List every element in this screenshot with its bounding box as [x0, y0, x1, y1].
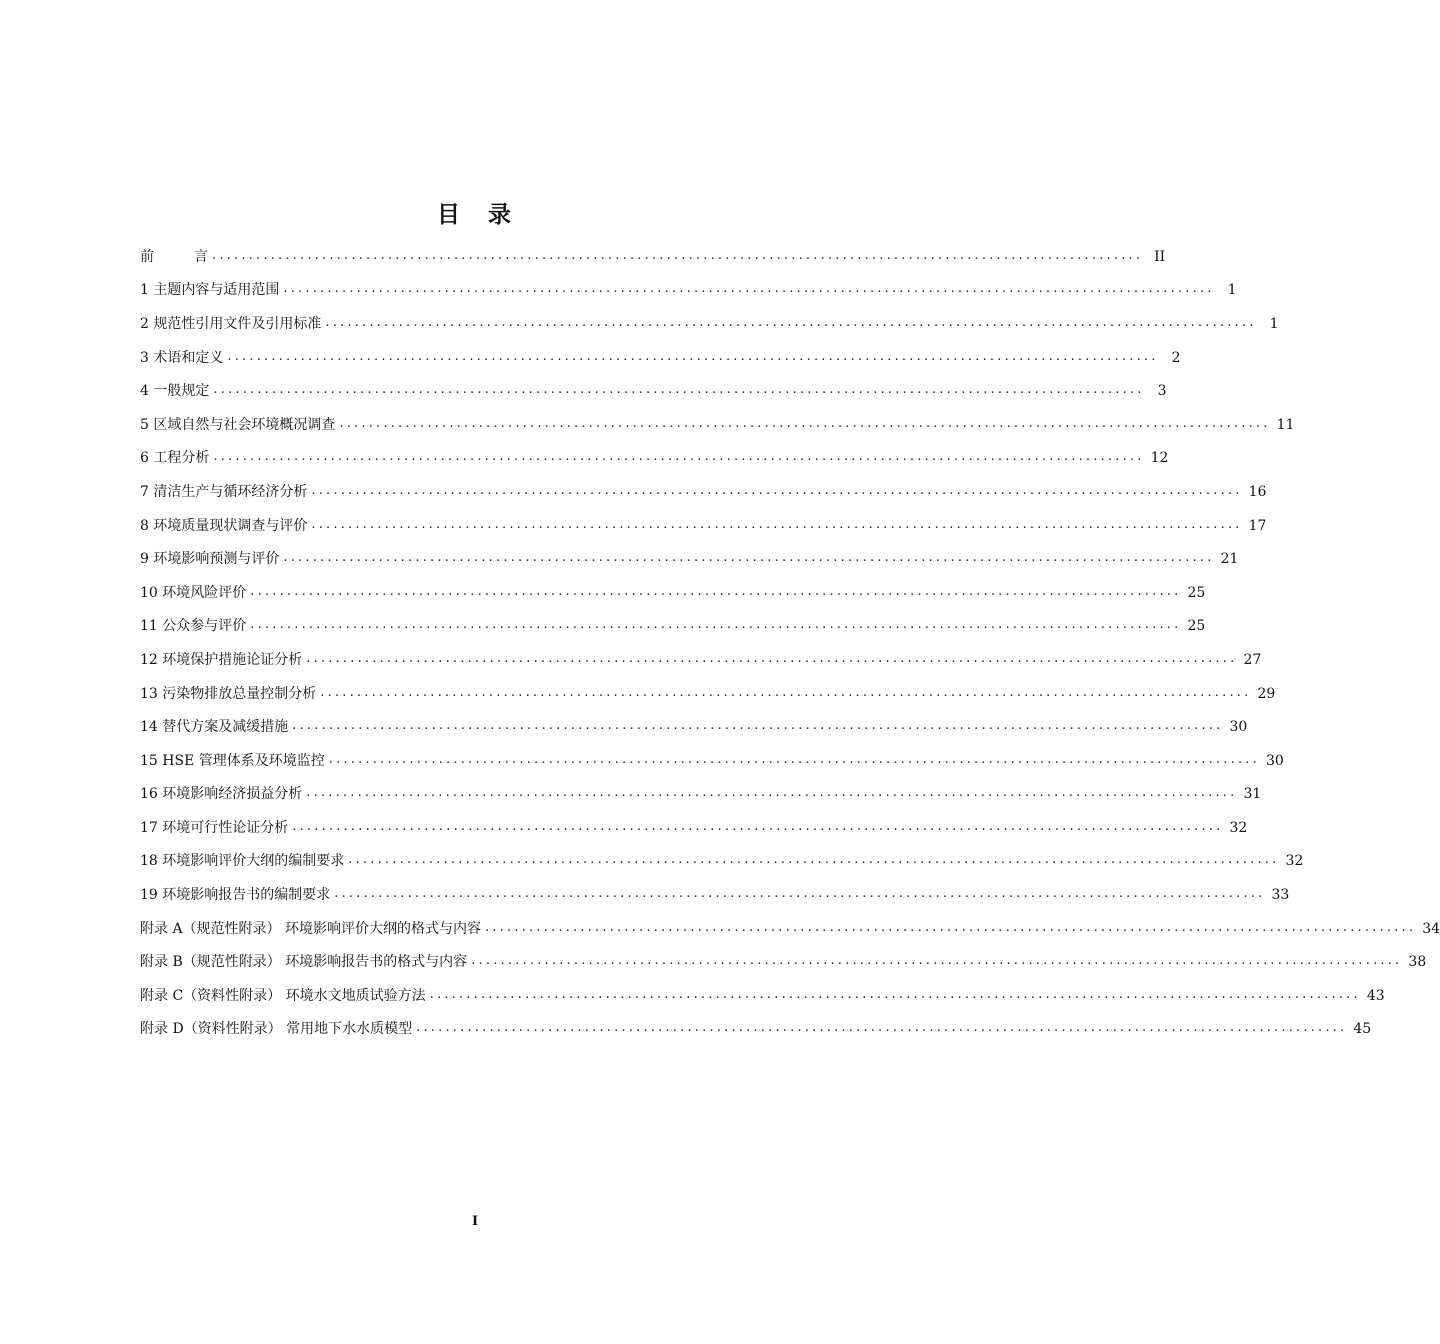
toc-entry-label: 附录 B（规范性附录） 环境影响报告书的格式与内容: [140, 954, 468, 971]
toc-title-part2: 录: [488, 202, 513, 228]
toc-entry-page: 17: [1248, 517, 1267, 534]
toc-entry-page: II: [1154, 248, 1166, 265]
toc-entry-page: 21: [1220, 551, 1239, 568]
toc-dot-leader: ...............................................................................................................................: [292, 718, 1224, 734]
toc-dot-leader: ...............................................................................................................................: [416, 1020, 1348, 1036]
toc-entry-appendix[interactable]: [140, 1013, 1372, 1047]
toc-dot-leader: ...............................................................................................................................: [213, 382, 1145, 398]
toc-entry[interactable]: [140, 878, 1290, 912]
toc-entry-label: 16 环境影响经济损益分析: [140, 786, 303, 803]
toc-dot-leader: ...............................................................................................................................: [471, 953, 1403, 969]
toc-entry-label: 19 环境影响报告书的编制要求: [140, 887, 331, 904]
toc-dot-leader: ...............................................................................................................................: [213, 449, 1145, 465]
toc-entry-page: 2: [1171, 349, 1181, 366]
toc-entry-page: 32: [1285, 853, 1304, 870]
toc-entry[interactable]: [140, 374, 1167, 408]
toc-dot-leader: ...............................................................................................................................: [283, 550, 1215, 566]
toc-dot-leader: ...............................................................................................................................: [334, 886, 1266, 902]
toc-entry-foreword[interactable]: [140, 240, 1166, 274]
toc-entry-label: 2 规范性引用文件及引用标准: [140, 315, 322, 332]
toc-entry[interactable]: [140, 576, 1206, 610]
toc-entry[interactable]: [140, 643, 1262, 677]
toc-entry[interactable]: [140, 509, 1267, 543]
toc-entry-label: 7 清洁生产与循环经济分析: [140, 483, 308, 500]
toc-entry[interactable]: [140, 442, 1169, 476]
toc-entry[interactable]: [140, 811, 1248, 845]
toc-dot-leader: ...............................................................................................................................: [283, 281, 1215, 297]
toc-entry-page: 11: [1276, 416, 1295, 433]
toc-entry-page: 38: [1408, 954, 1427, 971]
toc-entry[interactable]: [140, 778, 1262, 812]
toc-entry-label: 17 环境可行性论证分析: [140, 819, 289, 836]
toc-entry-label: 14 替代方案及减缓措施: [140, 719, 289, 736]
toc-entry-page: 43: [1366, 987, 1385, 1004]
toc-entry-page: 30: [1265, 752, 1284, 769]
toc-entry-label: 附录 C（资料性附录） 环境水文地质试验方法: [140, 987, 426, 1004]
toc-dot-leader: ...............................................................................................................................: [328, 751, 1260, 767]
toc-entry-label: 12 环境保护措施论证分析: [140, 651, 303, 668]
toc-entry-label: 4 一般规定: [140, 383, 210, 400]
toc-entry-page: 25: [1187, 584, 1206, 601]
toc-dot-leader: ...............................................................................................................................: [325, 314, 1257, 330]
toc-entry-page: 3: [1157, 383, 1167, 400]
toc-entry[interactable]: [140, 274, 1237, 308]
toc-entry-page: 27: [1243, 651, 1262, 668]
toc-dot-leader: ...............................................................................................................................: [311, 482, 1243, 498]
toc-title-part1: 目: [437, 202, 462, 228]
toc-entry[interactable]: [140, 610, 1206, 644]
toc-dot-leader: ...............................................................................................................................: [306, 785, 1238, 801]
toc-entry-label: 13 污染物排放总量控制分析: [140, 685, 317, 702]
toc-dot-leader: ...............................................................................................................................: [429, 986, 1361, 1002]
toc-entry[interactable]: [140, 542, 1239, 576]
toc-entry-appendix[interactable]: [140, 912, 1440, 946]
toc-entry[interactable]: [140, 475, 1267, 509]
toc-entry[interactable]: [140, 845, 1304, 879]
toc-entry-appendix[interactable]: [140, 979, 1385, 1013]
toc-entry-label: 10 环境风险评价: [140, 584, 247, 601]
toc-entry-page: 16: [1248, 483, 1267, 500]
toc-entry-page: 25: [1187, 618, 1206, 635]
toc-dot-leader: ...............................................................................................................................: [485, 919, 1417, 935]
toc-dot-leader: ...............................................................................................................................: [306, 650, 1238, 666]
toc-entry[interactable]: [140, 341, 1181, 375]
toc-entry-page: 31: [1243, 786, 1262, 803]
toc-entry-page: 30: [1229, 719, 1248, 736]
toc-entry-label: 8 环境质量现状调查与评价: [140, 517, 308, 534]
toc-dot-leader: ...............................................................................................................................: [348, 852, 1280, 868]
toc-title: [0, 196, 950, 229]
toc-dot-leader: ...............................................................................................................................: [227, 348, 1159, 364]
toc-dot-leader: ...............................................................................................................................: [212, 247, 1144, 263]
toc-entry-page: 1: [1227, 282, 1237, 299]
toc-entry[interactable]: [140, 408, 1295, 442]
toc-entry-appendix[interactable]: [140, 945, 1427, 979]
toc-entry-label: 15 HSE 管理体系及环境监控: [140, 752, 325, 769]
toc-entry[interactable]: [140, 710, 1248, 744]
toc-dot-leader: ...............................................................................................................................: [339, 415, 1271, 431]
toc-entry-label: 附录 A（规范性附录） 环境影响评价大纲的格式与内容: [140, 920, 482, 937]
toc-dot-leader: ...............................................................................................................................: [311, 516, 1243, 532]
toc-dot-leader: ...............................................................................................................................: [292, 818, 1224, 834]
toc-entry-page: 45: [1353, 1021, 1372, 1038]
page-number: I: [471, 1214, 479, 1229]
toc-entry[interactable]: [140, 677, 1276, 711]
toc-entry[interactable]: [140, 307, 1279, 341]
toc-entry-label: 附录 D（资料性附录） 常用地下水水质模型: [140, 1021, 413, 1038]
toc-entry-label: 1 主题内容与适用范围: [140, 282, 280, 299]
toc-entry-label: 9 环境影响预测与评价: [140, 551, 280, 568]
toc-entry-page: 34: [1422, 920, 1440, 937]
toc-entry-label: 3 术语和定义: [140, 349, 224, 366]
toc-entry-label: 11 公众参与评价: [140, 618, 247, 635]
toc-entry-label: 前 言: [140, 248, 208, 265]
toc-entry-label: 6 工程分析: [140, 450, 210, 467]
toc-entry-page: 12: [1150, 450, 1169, 467]
toc-entry-page: 1: [1269, 315, 1279, 332]
toc-entry[interactable]: [140, 744, 1284, 778]
toc-entry-page: 33: [1271, 887, 1290, 904]
toc-entry-label: 5 区域自然与社会环境概况调查: [140, 416, 336, 433]
toc-dot-leader: ...............................................................................................................................: [250, 617, 1182, 633]
toc-dot-leader: ...............................................................................................................................: [320, 684, 1252, 700]
toc-dot-leader: ...............................................................................................................................: [250, 583, 1182, 599]
toc-list: [140, 240, 1440, 1046]
toc-entry-label: 18 环境影响评价大纲的编制要求: [140, 853, 345, 870]
toc-entry-page: 29: [1257, 685, 1276, 702]
toc-entry-page: 32: [1229, 819, 1248, 836]
